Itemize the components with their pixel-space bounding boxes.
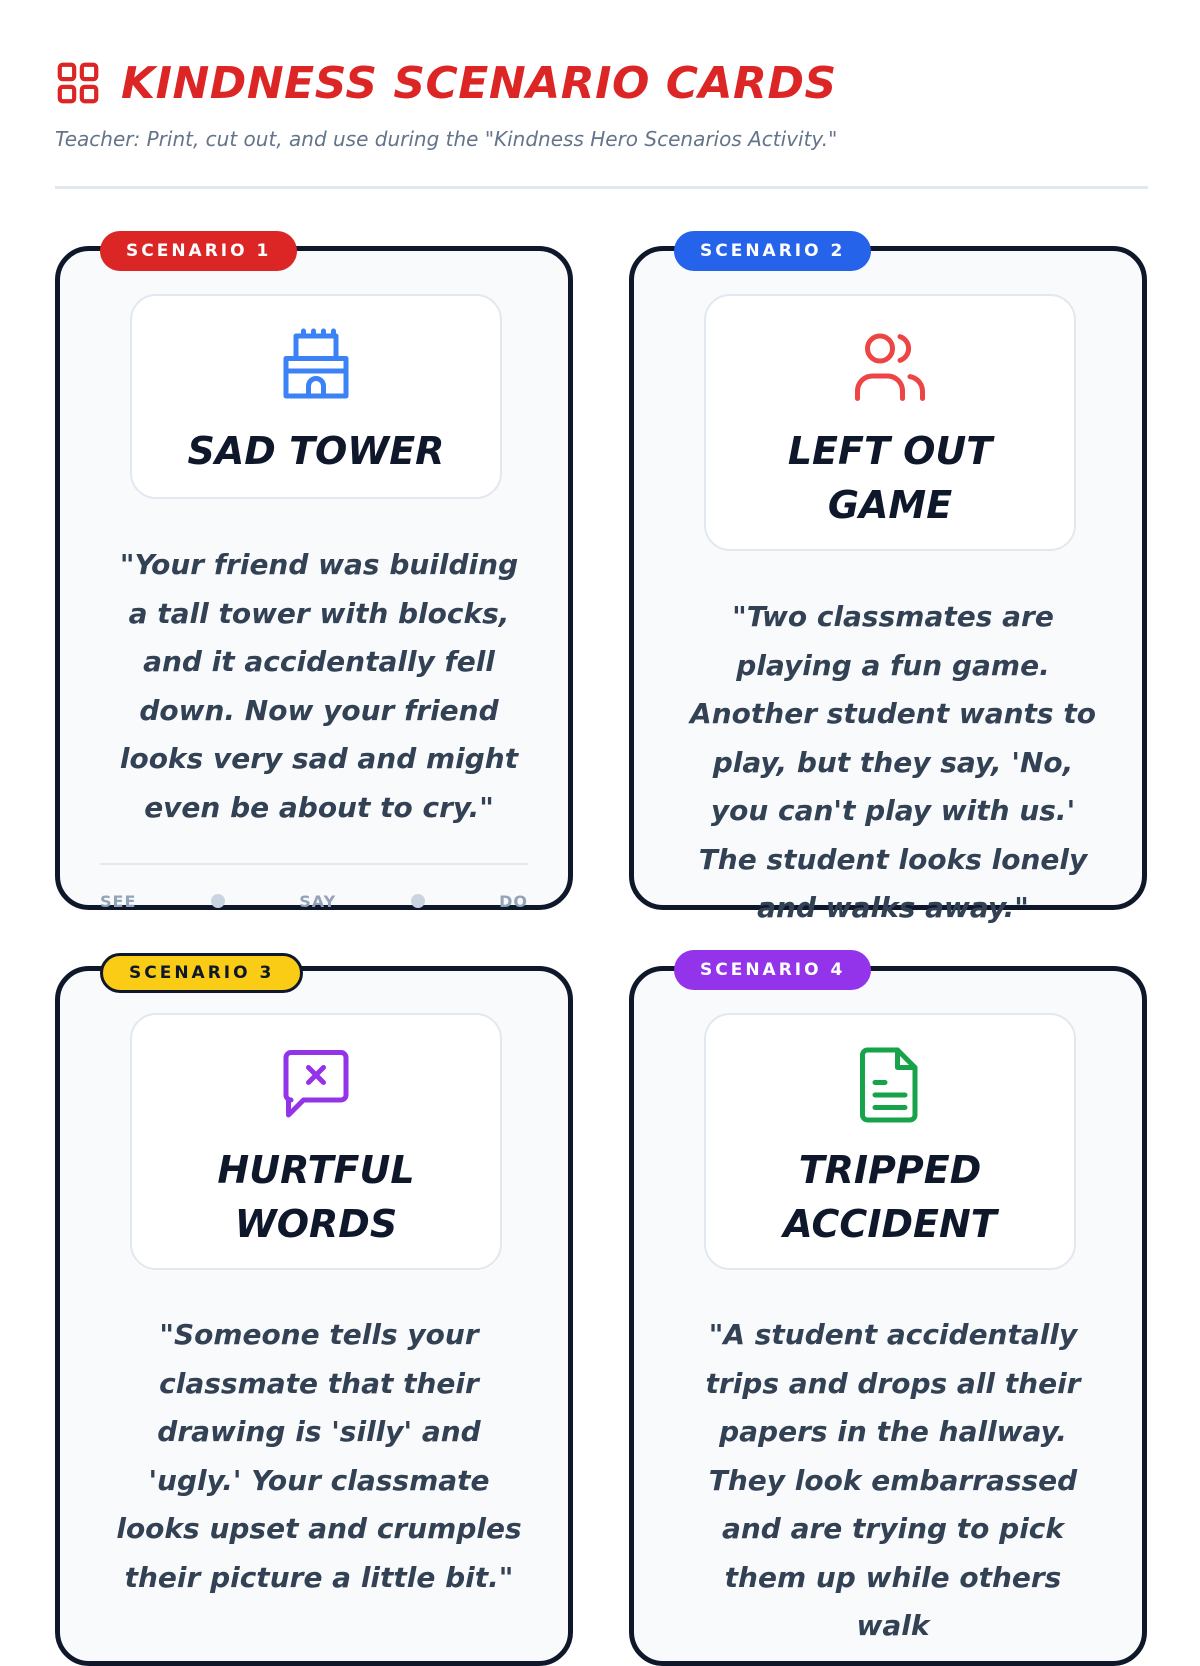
footer-dot <box>211 894 225 908</box>
header-divider <box>55 186 1148 189</box>
users-icon <box>850 326 930 406</box>
document-icon <box>850 1045 930 1125</box>
grid-icon <box>55 60 101 106</box>
scenario-card-4 <box>629 966 1147 1666</box>
card-scenario-text: "A student accidentally trips and drops all their papers in the hallway. They look embarrassed and are trying to pick them up while others walk <box>705 1318 1081 1642</box>
page-title: KINDNESS SCENARIO CARDS <box>121 57 837 109</box>
card-title-box <box>704 294 1076 551</box>
scenario-card-3 <box>55 966 573 1666</box>
scenario-badge-4: SCENARIO 4 <box>674 950 871 990</box>
card-title-box <box>704 1013 1076 1270</box>
card-title: LEFT OUT GAME <box>787 429 993 527</box>
card-title: TRIPPED ACCIDENT <box>783 1148 997 1246</box>
card-title: SAD TOWER <box>187 429 445 473</box>
card-title-box <box>130 294 502 499</box>
card-title: HURTFUL WORDS <box>217 1148 415 1246</box>
card-scenario-text: "Two classmates are playing a fun game. Another student wants to play, but they say, 'No, you can't play with us.' The student looks lonely and walks away." <box>690 600 1096 924</box>
scenario-card-2 <box>629 246 1147 924</box>
title-row <box>55 55 1148 111</box>
footer-see: SEE <box>100 891 137 911</box>
scenario-badge-3: SCENARIO 3 <box>100 953 303 993</box>
scenario-badge-1: SCENARIO 1 <box>100 231 297 271</box>
scenario-badge-2: SCENARIO 2 <box>674 231 871 271</box>
card-scenario-text: "Someone tells your classmate that their drawing is 'silly' and 'ugly.' Your classmate looks upset and crumples their picture a little bit." <box>116 1318 522 1594</box>
card-scenario-text: "Your friend was building a tall tower with blocks, and it accidentally fell down. Now your friend looks very sad and might even be about to cry." <box>119 548 519 824</box>
page-header <box>55 55 1148 151</box>
scenario-card-1 <box>55 246 573 910</box>
footer-do: DO <box>499 891 528 911</box>
card-footer <box>100 891 528 911</box>
footer-say: SAY <box>299 891 337 911</box>
castle-icon <box>276 326 356 406</box>
footer-dot <box>411 894 425 908</box>
card-title-box <box>130 1013 502 1270</box>
card-divider <box>100 863 528 865</box>
message-x-icon <box>276 1045 356 1125</box>
page-subtitle: Teacher: Print, cut out, and use during the "Kindness Hero Scenarios Activity." <box>55 127 838 151</box>
